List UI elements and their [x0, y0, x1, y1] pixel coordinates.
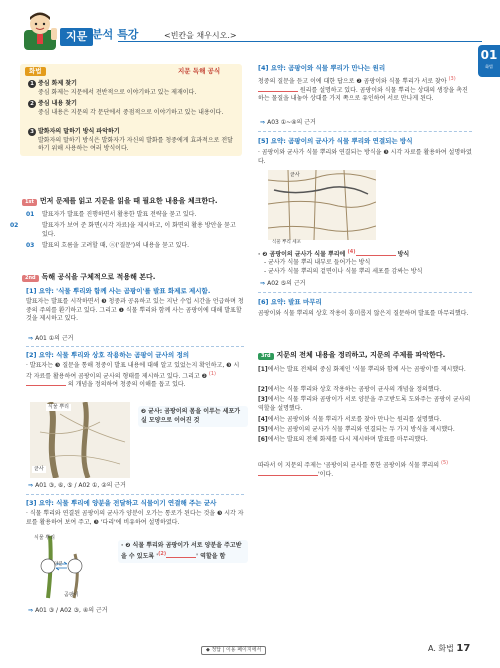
section-5-bullet-end: 방식	[397, 251, 410, 258]
item-number-badge: 1	[28, 80, 36, 88]
formula-item	[28, 128, 236, 154]
section-3-body: · 식물 뿌리와 연결된 곰팡이의 균사가 양분이 오가는 통로가 된다는 것을 ❸ 시각 자료를 활용하여 보여 주고, ❸ '다리'에 비유하여 설명하였다.	[26, 510, 244, 526]
title-hint: <빈칸을 채우시오.>	[164, 31, 237, 40]
formula-item-desc: 발화자의 말하기 방식은 발화자가 자신의 발화를 청중에게 효과적으로 전달하기 위해 사용하는 여러 방식이다.	[38, 136, 233, 153]
arrow-icon: ⇒	[260, 119, 268, 126]
definition-bubble: ❷ 균사: 곰팡이의 몸을 이루는 세포가 실 모양으로 이어진 것	[138, 406, 248, 427]
section-4-heading: [4] 요약: 곰팡이와 식물 뿌리가 만나는 원리	[258, 64, 386, 72]
step-heading: 지문의 전체 내용을 정리하고, 지문의 주제를 파악한다.	[276, 351, 446, 359]
arrow-icon: ⇒	[28, 335, 36, 342]
section-5-sub-2: - 균사가 식물 뿌리의 겉면이나 식물 뿌리 세포를 감싸는 방식	[264, 268, 423, 275]
section-2-body	[26, 362, 244, 390]
summary-index: [4]	[258, 416, 268, 423]
step3-header	[258, 350, 478, 361]
step-heading: 독해 공식을 구체적으로 적용해 본다.	[41, 273, 156, 281]
nutrient-exchange-diagram	[30, 534, 112, 600]
item-number: 01	[26, 211, 35, 218]
section-4-text-b: 원리를 설명하고 있다. 곰팡이와 식물 뿌리는 상대의 생장을 촉진하는 물질을 내놓아 상대를 가지 쪽으로 유인하여 서로 만나게 된다.	[258, 86, 468, 103]
diagram-label-root: 식물 뿌리	[34, 535, 55, 541]
section-1-heading: [1] 요약: '식물 뿌리와 함께 사는 곰팡이'를 발표 화제로 제시함.	[26, 287, 211, 295]
summary-index: [2]	[258, 386, 268, 393]
blank-field[interactable]	[356, 255, 396, 256]
summary-item	[258, 416, 472, 425]
summary-index: [1]	[258, 366, 268, 373]
step-heading: 먼저 문제를 읽고 지문을 읽을 때 필요한 내용을 체크한다.	[39, 197, 218, 205]
image-label-hyphae: 균사	[34, 466, 44, 472]
formula-item	[28, 80, 236, 97]
item-number-badge: 2	[28, 100, 36, 108]
diagram-label-fungus: 곰팡이	[64, 592, 79, 598]
blank-marker: (1)	[208, 370, 216, 377]
image-label-hyphae: 균사	[290, 172, 300, 178]
answer-ref: A01 ③, ⑥, ⑤ / A02 ①, ②의 근거	[35, 482, 126, 489]
section-4-text-a: 청중의 질문을 듣고 이에 대한 답으로 ❷ 곰팡이와 식물 뿌리가 서로 찾아	[258, 78, 447, 85]
answer-page-link[interactable]: ◆ 정답 | 이용 페이지에서	[201, 646, 266, 655]
chapter-number: 01	[480, 48, 498, 62]
step1-item	[10, 222, 242, 239]
image-label-root: 식물 뿌리	[48, 404, 69, 410]
root-cell-image	[268, 170, 376, 240]
divider	[26, 346, 244, 347]
role-bubble: · ❷ 식물 뿌리와 곰팡이가 서로 양분을 주고받을 수 있도록 '$^{(2)}$ ' 역할을 함	[118, 540, 248, 563]
step-tag: 3rd	[258, 353, 274, 360]
formula-item-title: 중심 화제 찾기	[38, 80, 77, 87]
formula-item-title: 중심 내용 찾기	[38, 100, 77, 107]
item-text: 발표의 흐름을 고려할 때, ⓐ('질문')의 내용을 묻고 있다.	[42, 242, 190, 249]
theme-text-a: 따라서 이 지문의 주제는 '곰팡이의 균사를 통한 곰팡이와 식물 뿌리의	[258, 462, 440, 469]
arrow-icon: ⇒	[28, 607, 36, 614]
answer-ref: A01 ③ / A02 ③, ④의 근거	[35, 607, 108, 614]
section-2-answer	[28, 482, 126, 491]
formula-title: 지문 독해 공식	[178, 67, 221, 75]
formula-item-title: 발화자의 말하기 방식 파악하기	[38, 128, 120, 135]
divider	[258, 292, 472, 293]
page-number-value: 17	[456, 643, 471, 654]
step1-header	[22, 196, 244, 207]
arrow-icon: ⇒	[260, 280, 268, 287]
item-text: 발표자가 보여 준 화면(시각 자료)을 제시하고, 이 화면의 활용 방안을 묻고 있다.	[42, 222, 236, 238]
summary-text: 에서는 발표의 전체 화제를 다시 제시하며 발표를 마무리했다.	[267, 436, 428, 443]
mascot-icon	[20, 10, 60, 52]
role-bubble-end: ' 역할을 함	[196, 552, 226, 560]
blank-marker: (2)	[158, 550, 167, 557]
section-5-sub-1: - 균사가 식물 뿌리 내부로 들어가는 방식	[264, 259, 371, 266]
step-tag: 1st	[22, 199, 37, 206]
theme-text-b: '이다.	[318, 470, 334, 478]
section-5-heading: [5] 요약: 곰팡이의 균사가 식물 뿌리와 연결되는 방식	[258, 137, 413, 145]
item-text: 발표자가 발표를 진행하면서 활용한 발표 전략을 묻고 있다.	[42, 211, 197, 218]
blank-marker: (5)	[441, 460, 449, 466]
chapter-label: 화법	[485, 64, 493, 70]
page-number	[428, 642, 470, 657]
summary-text: 에서는 식물 뿌리와 상호 작용하는 곰팡이 균사의 개념을 정의했다.	[267, 386, 442, 393]
section-3-answer	[28, 607, 108, 616]
section-4-body	[258, 76, 472, 104]
footer-label: 정답 | 이용 페이지에서	[211, 647, 262, 653]
section-2-heading: [2] 요약: 식물 뿌리와 상호 작용하는 곰팡이 균사의 정의	[26, 351, 190, 359]
step2-header	[22, 272, 244, 283]
answer-ref: A02 ⑤의 근거	[267, 280, 306, 287]
divider	[258, 131, 472, 132]
step1-item	[26, 211, 242, 220]
section-2-text-a: · 발표자는 ❸ 질문을 통해 청중이 발표 내용에 대해 알고 있었는지 확인하고, ❸ 시각 자료를 활용하여 곰팡이의 균사의 형태를 제시하고 있다. 그리고 ❷	[26, 362, 240, 380]
blank-field[interactable]	[258, 91, 298, 92]
blank-field[interactable]	[26, 385, 66, 386]
section-6-heading: [6] 요약: 발표 마무리	[258, 298, 322, 306]
title-box: 지문	[60, 28, 93, 46]
summary-item	[258, 436, 472, 445]
blank-marker: (4)	[347, 249, 356, 255]
section-1-answer	[28, 335, 73, 344]
section-1-body: 발표자는 발표를 시작하면서 ❸ 청중과 공유하고 있는 지난 수업 시간을 언급하며 청중의 주의를 환기하고 있다. 그리고 ❶ 식물 뿌리와 함께 사는 곰팡이에 대해 발표할 것을 제시하고 있다.	[26, 298, 244, 323]
image-label-root-cell: 식물 뿌리 세포	[272, 240, 301, 245]
section-3-heading: [3] 요약: 식물 뿌리에 양분을 전달하고 식물이기 연결해 주는 균사	[26, 499, 217, 507]
blank-field[interactable]	[166, 557, 196, 558]
summary-text: 에서는 곰팡이와 식물 뿌리가 서로를 찾아 만나는 원리를 설명했다.	[267, 416, 442, 423]
summary-text: 에서는 식물 뿌리와 곰팡이가 서로 양분을 주고받도록 도와주는 곰팡이 균사의 역할을 설명했다.	[258, 396, 471, 412]
theme-statement	[258, 460, 472, 479]
summary-item	[258, 396, 472, 413]
answer-ref: A01 ①의 근거	[35, 335, 74, 342]
blank-field[interactable]	[258, 475, 318, 476]
summary-index: [6]	[258, 436, 268, 443]
formula-item-desc: 중심 내용은 지문의 각 문단에서 중점적으로 이야기하고 있는 내용이다.	[38, 108, 224, 116]
step1-item	[26, 242, 242, 251]
section-4-answer	[260, 119, 316, 128]
step-tag: 2nd	[22, 275, 39, 282]
section-6-body: 곰팡이와 식물 뿌리의 상호 작용이 흥미롭지 않은지 질문하며 발표를 마무리했다.	[258, 310, 469, 317]
summary-text: 에서는 곰팡이의 균사가 식물 뿌리와 연결되는 두 가지 방식을 제시했다.	[267, 426, 455, 433]
blank-marker: (3)	[448, 76, 456, 82]
role-bubble-text: · ❷ 식물 뿌리와 곰팡이가 서로 양분을 주고받을 수 있도록	[121, 542, 242, 560]
chapter-tab[interactable]	[478, 45, 500, 77]
diagram-label-nutrient: 양분	[54, 562, 63, 567]
item-number: 03	[26, 242, 35, 249]
summary-item	[258, 366, 472, 375]
header-divider	[118, 41, 482, 42]
section-5-body: · 곰팡이와 균사가 식물 뿌리와 연결되는 방식을 ❸ 시각 자료를 활용하여 설명하였다.	[258, 149, 472, 165]
summary-item	[258, 426, 472, 435]
summary-index: [5]	[258, 426, 268, 433]
formula-tag: 화법	[25, 67, 46, 76]
summary-index: [3]	[258, 396, 268, 403]
arrow-icon: ⇒	[28, 482, 36, 489]
section-5-answer	[260, 280, 305, 289]
summary-text: 에서는 발표 전체의 중심 화제인 '식물 뿌리와 함께 사는 곰팡이'를 제시했다.	[267, 366, 466, 373]
divider	[26, 494, 244, 495]
item-number: 02	[10, 222, 19, 229]
item-number-badge: 3	[28, 128, 36, 136]
page-section: A. 화법	[428, 644, 454, 653]
summary-item	[258, 386, 472, 395]
formula-item-desc: 중심 화제는 지문에서 전반적으로 이야기하고 있는 제재이다.	[38, 88, 197, 96]
section-5-bullet-text: · ❷ 곰팡이의 균사가 식물 뿌리에	[258, 251, 346, 258]
formula-item	[28, 100, 236, 117]
title-subtitle: 분석 특강	[92, 28, 139, 41]
answer-ref: A03 ①~④의 근거	[267, 119, 316, 126]
section-2-text-b: 의 개념을 정의하여 청중의 이해를 돕고 있다.	[67, 381, 186, 389]
